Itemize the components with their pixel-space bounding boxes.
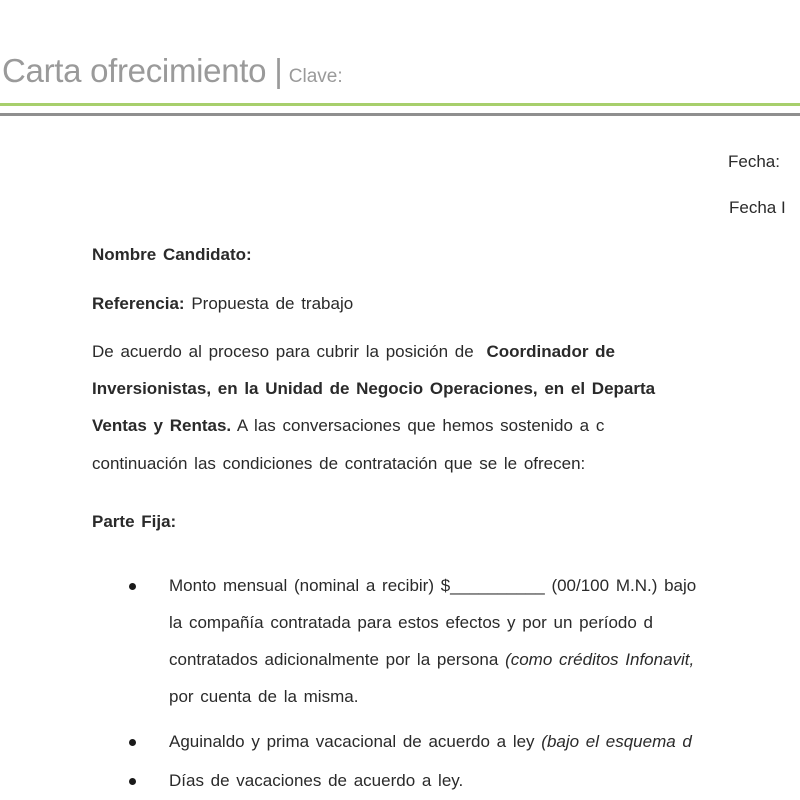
intro-line-3	[92, 416, 604, 436]
bullet-3-line: Días de vacaciones de acuerdo a ley.	[169, 771, 464, 790]
bullet-2-text: Aguinaldo y prima vacacional de acuerdo a ley	[169, 732, 535, 751]
intro-line-1-text: De acuerdo al proceso para cubrir la posición de	[92, 342, 474, 361]
bullet-2-line	[169, 732, 692, 752]
bullet-1-dot	[129, 583, 136, 590]
bullet-1-line-4: por cuenta de la misma.	[169, 687, 359, 706]
header-rule-gray	[0, 113, 800, 116]
fecha-label: Fecha:	[728, 152, 780, 171]
bullet-1-line-1: Monto mensual (nominal a recibir) $__________ (00/100 M.N.) bajo	[169, 576, 697, 595]
intro-line-1-bold: Coordinador de	[486, 342, 616, 361]
intro-line-2: Inversionistas, en la Unidad de Negocio Operaciones, en el Departa	[92, 379, 656, 398]
intro-line-3-text: A las conversaciones que hemos sostenido a c	[236, 416, 605, 435]
reference-value: Propuesta de trabajo	[191, 294, 354, 313]
fecha-label-2: Fecha I	[729, 198, 786, 217]
reference-label: Referencia:	[92, 294, 185, 313]
intro-line-1	[92, 342, 615, 362]
intro-line-3-bold: Ventas y Rentas.	[92, 416, 232, 435]
header-rule-green	[0, 103, 800, 106]
bullet-1-line-3-text: contratados adicionalmente por la persona	[169, 650, 499, 669]
intro-line-4: continuación las condiciones de contratación que se le ofrecen:	[92, 454, 586, 473]
title-separator: |	[274, 52, 283, 89]
bullet-1-line-2: la compañía contratada para estos efectos y por un período d	[169, 613, 654, 632]
clave-label: Clave:	[288, 66, 343, 87]
bullet-3-dot	[129, 778, 136, 785]
section-title: Parte Fija:	[92, 512, 177, 531]
document-title: Carta ofrecimiento	[2, 52, 267, 89]
reference-line	[92, 294, 353, 314]
bullet-2-dot	[129, 739, 136, 746]
bullet-2-italic: (bajo el esquema d	[541, 732, 692, 751]
bullet-1-line-3	[169, 650, 694, 670]
bullet-1-line-3-italic: (como créditos Infonavit,	[505, 650, 695, 669]
document-header	[2, 52, 343, 90]
candidate-label: Nombre Candidato:	[92, 245, 252, 264]
